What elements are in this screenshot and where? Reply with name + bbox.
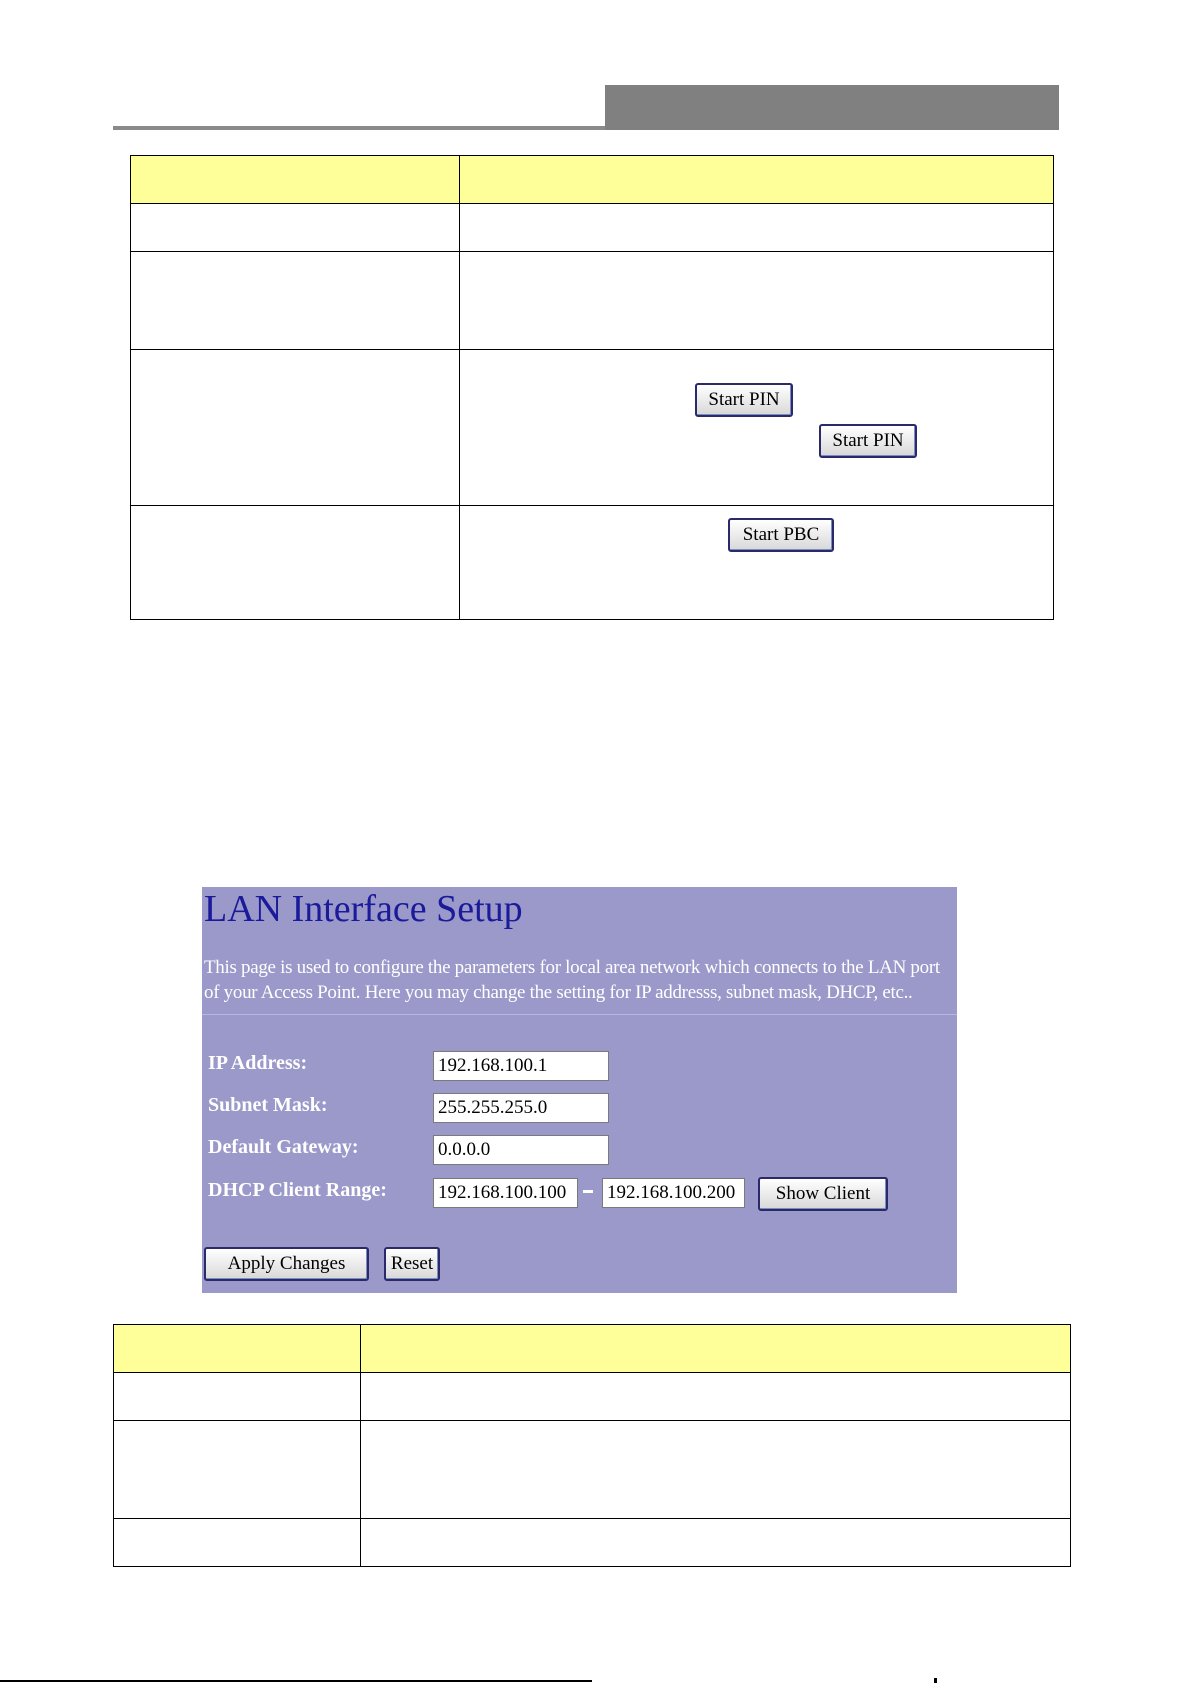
ip-address-label: IP Address: (208, 1052, 308, 1074)
subnet-mask-label: Subnet Mask: (208, 1094, 328, 1116)
table-header-row (114, 1325, 1071, 1373)
table-row (114, 1421, 1071, 1519)
table-header-cell (114, 1325, 361, 1373)
table-cell (460, 252, 1054, 350)
show-client-button[interactable]: Show Client (758, 1177, 888, 1211)
reset-button[interactable]: Reset (384, 1247, 440, 1281)
table-cell (460, 506, 1054, 620)
footer-rule (0, 1680, 592, 1682)
table-header-cell (361, 1325, 1071, 1373)
lan-title: LAN Interface Setup (204, 888, 523, 930)
apply-changes-button[interactable]: Apply Changes (204, 1247, 369, 1281)
table-header-cell (131, 156, 460, 204)
dhcp-range-label: DHCP Client Range: (208, 1179, 387, 1201)
table-cell (131, 350, 460, 506)
dhcp-start-input[interactable] (433, 1178, 578, 1208)
table-cell (131, 252, 460, 350)
table-header-cell (460, 156, 1054, 204)
table-row (114, 1373, 1071, 1421)
lan-setup-screenshot (202, 887, 957, 1293)
default-gateway-input[interactable] (433, 1135, 609, 1165)
dhcp-end-input[interactable] (602, 1178, 745, 1208)
table-cell (460, 350, 1054, 506)
footer-mark (934, 1678, 937, 1683)
lan-description: This page is used to configure the parameters for local area network which connects to the LAN port of your Access Point. Here you may change the setting for IP addresss, subnet mask, DHCP, etc.. (204, 957, 940, 1003)
start-pin-button[interactable]: Start PIN (819, 424, 917, 458)
range-dash (583, 1190, 593, 1193)
table-cell (114, 1373, 361, 1421)
table-header-row (131, 156, 1054, 204)
default-gateway-label: Default Gateway: (208, 1136, 359, 1158)
table-cell (361, 1421, 1071, 1519)
header-rule (113, 126, 605, 130)
table-cell (114, 1421, 361, 1519)
table-cell (131, 506, 460, 620)
lan-parameter-table (113, 1324, 1071, 1567)
ip-address-input[interactable] (433, 1051, 609, 1081)
table-cell (460, 204, 1054, 252)
table-cell (114, 1519, 361, 1567)
start-pbc-button[interactable]: Start PBC (728, 518, 834, 552)
wps-parameter-table (130, 155, 1054, 620)
table-row (131, 252, 1054, 350)
divider (202, 1014, 957, 1015)
table-row (131, 204, 1054, 252)
table-row (131, 350, 1054, 506)
table-cell (361, 1373, 1071, 1421)
start-pin-button[interactable]: Start PIN (695, 383, 793, 417)
header-bar (605, 85, 1059, 130)
table-cell (131, 204, 460, 252)
subnet-mask-input[interactable] (433, 1093, 609, 1123)
table-row (131, 506, 1054, 620)
table-cell (361, 1519, 1071, 1567)
table-row (114, 1519, 1071, 1567)
